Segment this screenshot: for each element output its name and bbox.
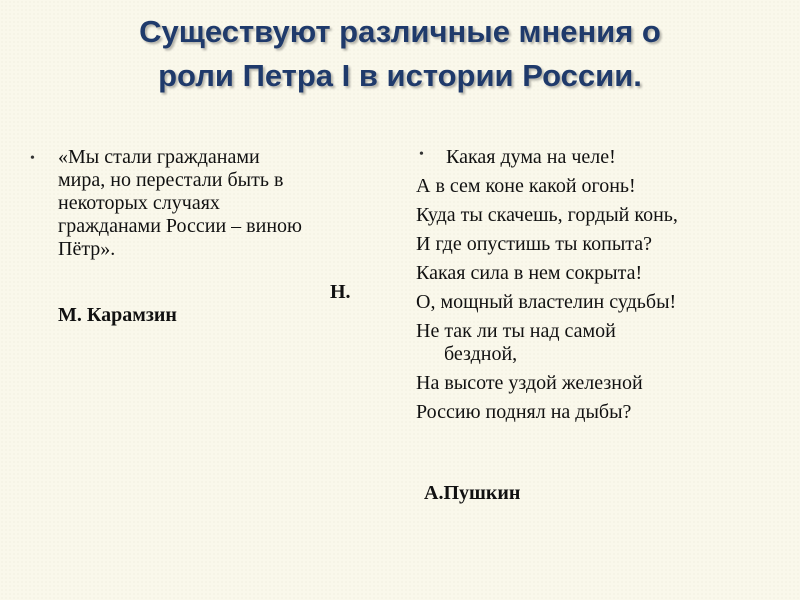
- poem-line: Не так ли ты над самой: [416, 320, 616, 342]
- quote-line: гражданами России – виною: [58, 215, 302, 237]
- poem-bullet-item: [416, 146, 786, 169]
- quote-line: некоторых случаях: [58, 192, 220, 214]
- poem-line: Куда ты скачешь, гордый конь,: [416, 204, 678, 226]
- quote-bullet-item: [30, 146, 390, 261]
- bullet-icon: •: [30, 151, 35, 166]
- quote-line: Пётр».: [58, 238, 116, 260]
- poem-line: О, мощный властелин судьбы!: [416, 291, 677, 313]
- poem-line: И где опустишь ты копыта?: [416, 233, 653, 255]
- karamzin-quote-column: [30, 146, 390, 261]
- poem-line: На высоте уздой железной: [416, 372, 643, 394]
- karamzin-quote: [58, 146, 302, 261]
- poem-line: Какая сила в нем сокрыта!: [416, 262, 643, 284]
- pushkin-poem-column: [416, 146, 786, 424]
- poem-body: [416, 175, 786, 424]
- poem-line: А в сем коне какой огонь!: [416, 175, 636, 197]
- poem-line: Какая дума на челе!: [446, 146, 616, 168]
- karamzin-name: М. Карамзин: [58, 304, 177, 326]
- title-line-1: Существуют различные мнения о: [139, 14, 661, 49]
- bullet-icon: •: [419, 147, 424, 162]
- poem-line: бездной,: [444, 343, 518, 365]
- karamzin-initial: Н.: [330, 281, 351, 303]
- quote-line: мира, но перестали быть в: [58, 169, 284, 191]
- slide-title: [60, 10, 740, 98]
- pushkin-author: А.Пушкин: [424, 482, 521, 504]
- title-line-2: роли Петра I в истории России.: [158, 58, 642, 93]
- poem-line: Россию поднял на дыбы?: [416, 401, 632, 423]
- quote-line: «Мы стали гражданами: [58, 146, 260, 168]
